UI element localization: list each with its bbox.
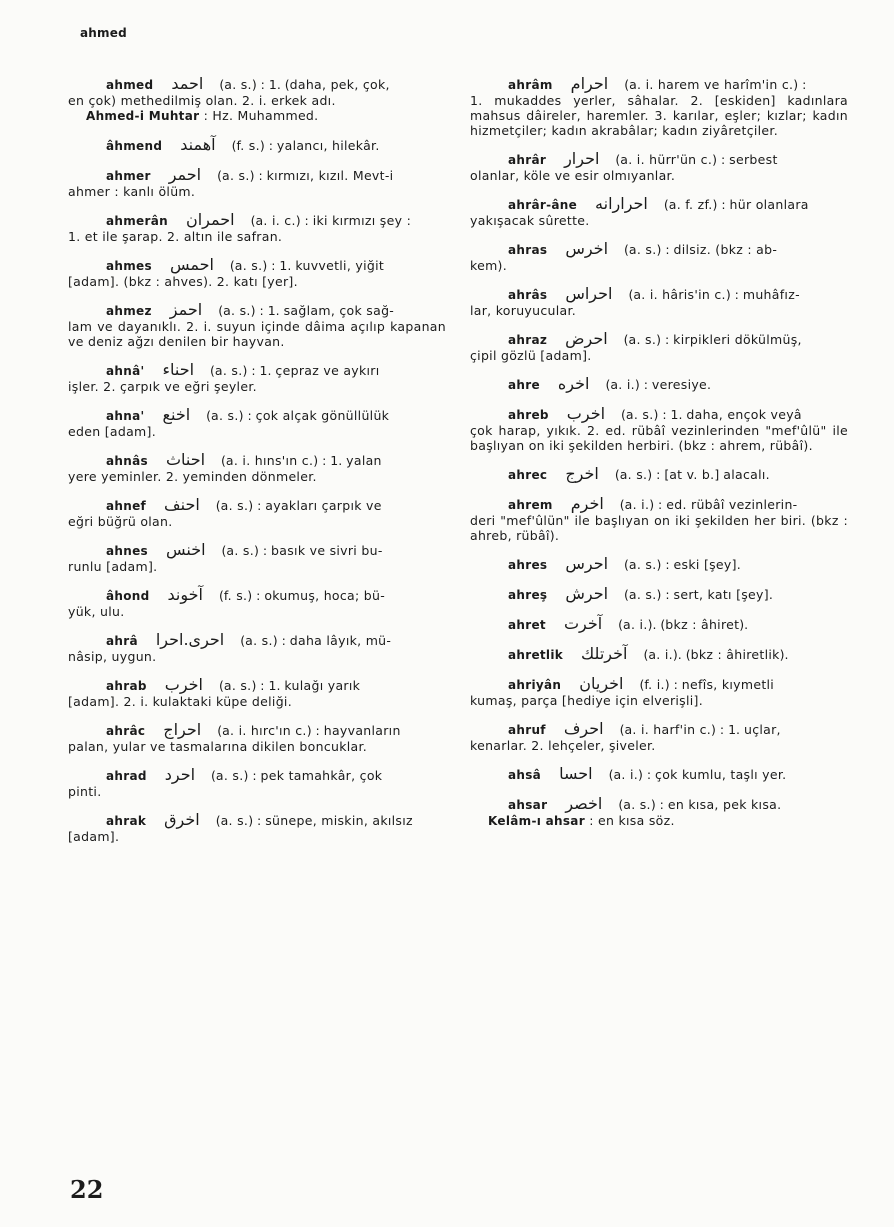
entry-first-line — [470, 376, 848, 393]
entry-definition-continued: en çok) methedilmiş olan. 2. i. erkek adı. — [68, 93, 336, 108]
subentry-headword: Ahmed-i Muhtar — [86, 109, 200, 123]
entry-first-line — [68, 722, 446, 739]
entry-headword: ahnef — [106, 499, 147, 513]
dictionary-entry — [68, 542, 446, 574]
dictionary-entry — [68, 257, 446, 289]
entry-grammar-definition: (a. s.) : 1. çepraz ve aykırı — [210, 363, 380, 378]
dictionary-entry — [470, 586, 848, 603]
entry-arabic-script: آخوند — [167, 585, 203, 604]
entry-headword: ahrak — [106, 814, 147, 828]
dictionary-entry — [470, 286, 848, 318]
entry-arabic-script: آهمند — [180, 135, 216, 154]
entry-arabic-script: احرش — [565, 584, 609, 603]
entry-grammar-definition: (a. i.) : çok kumlu, taşlı yer. — [608, 767, 787, 782]
entry-headword: ahrâc — [106, 724, 146, 738]
entry-first-line — [68, 137, 446, 154]
dictionary-entry — [470, 406, 848, 453]
dictionary-entry — [470, 331, 848, 363]
entry-grammar-definition: (a. s.) : daha lâyık, mü- — [240, 633, 392, 648]
entry-first-line — [68, 587, 446, 604]
entry-arabic-script: اخره — [557, 374, 590, 393]
entry-headword: ahruf — [508, 723, 546, 737]
dictionary-entry — [68, 76, 446, 124]
entry-grammar-definition: (a. i. hıns'ın c.) : 1. yalan — [221, 453, 382, 468]
entry-headword: ahmed — [106, 78, 154, 92]
entry-arabic-script: اخريان — [579, 674, 624, 693]
dictionary-entry — [470, 556, 848, 573]
entry-definition-continued: eden [adam]. — [68, 424, 156, 439]
entry-grammar-definition: (a. s.) : pek tamahkâr, çok — [211, 768, 383, 783]
entry-headword: ahrâ — [106, 634, 138, 648]
entry-first-line — [470, 466, 848, 483]
entry-grammar-definition: (a. s.) : kırmızı, kızıl. Mevt-i — [217, 168, 394, 183]
running-header: ahmed — [80, 26, 127, 40]
entry-grammar-definition: (a. s.) : sert, katı [şey]. — [624, 587, 774, 602]
entry-arabic-script: احسا — [559, 764, 593, 783]
entry-grammar-definition: (f. s.) : yalancı, hilekâr. — [231, 138, 380, 153]
entry-definition-continued: yük, ulu. — [68, 604, 125, 619]
entry-headword: ahre — [508, 378, 540, 392]
entry-grammar-definition: (a. s.) : basık ve sivri bu- — [221, 543, 383, 558]
entry-arabic-script: احراس — [565, 284, 613, 303]
entry-arabic-script: اخرب — [164, 675, 203, 694]
dictionary-entry — [470, 721, 848, 753]
entry-grammar-definition: (a. s.) : sünepe, miskin, akılsız — [215, 813, 413, 828]
entry-subentry — [470, 813, 848, 829]
entry-arabic-script: اخصر — [565, 794, 603, 813]
entry-headword: ahreş — [508, 588, 548, 602]
entry-headword: ahnâs — [106, 454, 148, 468]
dictionary-entry — [470, 646, 848, 663]
entry-arabic-script: احمز — [169, 300, 203, 319]
dictionary-entry — [470, 466, 848, 483]
entry-headword: ahna' — [106, 409, 145, 423]
entry-grammar-definition: (a. i. hırc'ın c.) : hayvanların — [217, 723, 401, 738]
entry-definition-continued: kumaş, parça [hediye için elverişli]. — [470, 693, 703, 708]
entry-headword: ahnâ' — [106, 364, 145, 378]
entry-headword: ahriyân — [508, 678, 562, 692]
entry-grammar-definition: (a. f. zf.) : hür olanlara — [663, 197, 809, 212]
entry-first-line — [68, 257, 446, 274]
entry-arabic-script: احراج — [163, 720, 202, 739]
entry-first-line — [68, 76, 446, 93]
entry-definition-continued: 1. et ile şarap. 2. altın ile safran. — [68, 229, 283, 244]
entry-first-line — [470, 496, 848, 513]
dictionary-entry — [470, 766, 848, 783]
entry-grammar-definition: (a. s.) : [at v. b.] alacalı. — [614, 467, 770, 482]
entry-grammar-definition: (a. s.) : çok alçak gönüllülük — [206, 408, 390, 423]
entry-grammar-definition: (a. i. hâris'in c.) : muhâfız- — [628, 287, 800, 302]
entry-first-line — [68, 767, 446, 784]
entry-headword: ahras — [508, 243, 548, 257]
entry-first-line — [68, 212, 446, 229]
entry-headword: ahrem — [508, 498, 553, 512]
entry-definition-continued: çipil gözlü [adam]. — [470, 348, 592, 363]
entry-arabic-script: اخرج — [565, 464, 599, 483]
entry-grammar-definition: (a. i. harf'in c.) : 1. uçlar, — [619, 722, 781, 737]
dictionary-entry — [470, 76, 848, 138]
entry-headword: ahrâm — [508, 78, 553, 92]
entry-headword: âhmend — [106, 139, 163, 153]
entry-first-line — [470, 286, 848, 303]
entry-definition-continued: kenarlar. 2. lehçeler, şiveler. — [470, 738, 656, 753]
entry-headword: ahres — [508, 558, 548, 572]
entry-headword: ahmez — [106, 304, 152, 318]
entry-arabic-script: احمران — [185, 210, 235, 229]
entry-headword: ahrâr — [508, 153, 547, 167]
entry-first-line — [470, 76, 848, 93]
entry-headword: ahretlik — [508, 648, 564, 662]
entry-grammar-definition: (a. i.) : veresiye. — [605, 377, 712, 392]
entry-arabic-script: احرس — [565, 554, 609, 573]
entry-grammar-definition: (a. i.). (bkz : âhiretlik). — [643, 647, 789, 662]
entry-grammar-definition: (a. i.). (bkz : âhiret). — [618, 617, 749, 632]
entry-first-line — [470, 556, 848, 573]
entry-headword: ahret — [508, 618, 546, 632]
entry-arabic-script: احمر — [168, 165, 202, 184]
entry-definition-continued: işler. 2. çarpık ve eğri şeyler. — [68, 379, 257, 394]
entry-grammar-definition: (a. s.) : eski [şey]. — [624, 557, 742, 572]
entry-first-line — [68, 452, 446, 469]
entry-definition-continued: lam ve dayanıklı. 2. i. suyun içinde dâima açılıp kapanan ve deniz ağzı denilen bir hayvan. — [68, 319, 446, 349]
entry-definition-continued: kem). — [470, 258, 508, 273]
entry-definition-continued: nâsip, uygun. — [68, 649, 157, 664]
subentry-definition: : Hz. Muhammed. — [203, 108, 319, 123]
entry-first-line — [470, 646, 848, 663]
entry-first-line — [470, 151, 848, 168]
entry-first-line — [68, 632, 446, 649]
entry-arabic-script: احمد — [171, 74, 204, 93]
entry-first-line — [470, 196, 848, 213]
entry-grammar-definition: (a. s.) : en kısa, pek kısa. — [618, 797, 782, 812]
entry-arabic-script: احرى.احرا — [155, 630, 225, 649]
entry-first-line — [68, 812, 446, 829]
dictionary-entry — [68, 497, 446, 529]
entry-definition-continued: eğri büğrü olan. — [68, 514, 173, 529]
entry-grammar-definition: (a. i. c.) : iki kırmızı şey : — [250, 213, 412, 228]
entry-headword: ahraz — [508, 333, 548, 347]
entry-grammar-definition: (f. s.) : okumuş, hoca; bü- — [218, 588, 386, 603]
subentry-headword: Kelâm-ı ahsar — [488, 814, 585, 828]
entry-headword: ahsâ — [508, 768, 542, 782]
entry-arabic-script: احرد — [164, 765, 196, 784]
entry-definition-continued: 1. mukaddes yerler, sâhalar. 2. [eskiden] kadınlara mahsus dâireler, haremler. 3. karılar, eşler; kızlar; kadın hizmetçiler; kadın akrabâlar; kadın ziyâretçiler. — [470, 93, 848, 138]
entry-definition-continued: [adam]. 2. i. kulaktaki küpe deliği. — [68, 694, 292, 709]
entry-arabic-script: آخرتلك — [581, 644, 628, 663]
entry-headword: ahmer — [106, 169, 151, 183]
entry-first-line — [470, 676, 848, 693]
dictionary-entry — [470, 151, 848, 183]
entry-headword: âhond — [106, 589, 150, 603]
entry-headword: ahsar — [508, 798, 548, 812]
entry-arabic-script: اخرق — [164, 810, 200, 829]
entry-grammar-definition: (a. s.) : 1. kuvvetli, yiğit — [229, 258, 385, 273]
entry-grammar-definition: (a. s.) : kirpikleri dökülmüş, — [623, 332, 802, 347]
entry-first-line — [68, 302, 446, 319]
entry-definition-continued: runlu [adam]. — [68, 559, 158, 574]
entry-grammar-definition: (a. i. hürr'ün c.) : serbest — [615, 152, 778, 167]
entry-headword: ahmerân — [106, 214, 168, 228]
entry-arabic-script: احمس — [169, 255, 214, 274]
entry-headword: ahrad — [106, 769, 147, 783]
entry-definition-continued: palan, yular ve tasmalarına dikilen boncuklar. — [68, 739, 368, 754]
right-column — [470, 76, 848, 842]
entry-first-line — [470, 241, 848, 258]
entry-first-line — [470, 331, 848, 348]
entry-grammar-definition: (a. s.) : dilsiz. (bkz : ab- — [624, 242, 778, 257]
dictionary-entry — [470, 241, 848, 273]
entry-first-line — [470, 586, 848, 603]
entry-headword: ahreb — [508, 408, 549, 422]
entry-headword: ahrab — [106, 679, 147, 693]
entry-arabic-script: اخنع — [162, 405, 191, 424]
entry-first-line — [470, 766, 848, 783]
entry-first-line — [68, 407, 446, 424]
entry-definition-continued: pinti. — [68, 784, 102, 799]
entry-first-line — [470, 796, 848, 813]
dictionary-entry — [68, 167, 446, 199]
entry-definition-continued: [adam]. — [68, 829, 120, 844]
entry-definition-continued: deri "mef'ûlün" ile başlıyan on iki şekilden her biri. (bkz : ahreb, rübâî). — [470, 513, 848, 543]
dictionary-entry — [68, 722, 446, 754]
entry-first-line — [470, 616, 848, 633]
entry-arabic-script: اخنس — [165, 540, 206, 559]
dictionary-entry — [68, 302, 446, 349]
entry-definition-continued: yere yeminler. 2. yeminden dönmeler. — [68, 469, 317, 484]
entry-grammar-definition: (a. i.) : ed. rübâî vezinlerin- — [619, 497, 798, 512]
entry-grammar-definition: (a. s.) : ayakları çarpık ve — [215, 498, 382, 513]
dictionary-entry — [68, 587, 446, 619]
entry-arabic-script: احرض — [565, 329, 608, 348]
entry-headword: ahrâr-âne — [508, 198, 578, 212]
entry-definition-continued: yakışacak sûrette. — [470, 213, 590, 228]
dictionary-entry — [68, 632, 446, 664]
entry-definition-continued: ahmer : kanlı ölüm. — [68, 184, 196, 199]
subentry-definition: : en kısa söz. — [589, 813, 675, 828]
entry-first-line — [68, 497, 446, 514]
dictionary-entry — [470, 616, 848, 633]
entry-grammar-definition: (a. s.) : 1. daha, ençok veyâ — [621, 407, 802, 422]
dictionary-entry — [68, 677, 446, 709]
entry-headword: ahnes — [106, 544, 148, 558]
entry-definition-continued: olanlar, köle ve esir olmıyanlar. — [470, 168, 676, 183]
entry-arabic-script: اخرب — [566, 404, 606, 423]
entry-first-line — [68, 542, 446, 559]
entry-headword: ahrec — [508, 468, 548, 482]
dictionary-entry — [470, 796, 848, 829]
dictionary-entry — [68, 137, 446, 154]
entry-definition-continued: [adam]. (bkz : ahves). 2. katı [yer]. — [68, 274, 298, 289]
entry-grammar-definition: (f. i.) : nefîs, kıymetli — [639, 677, 775, 692]
entry-arabic-script: احناث — [165, 450, 206, 469]
entry-grammar-definition: (a. s.) : 1. sağlam, çok sağ- — [218, 303, 395, 318]
page-number: 22 — [70, 1175, 104, 1204]
dictionary-entry — [470, 196, 848, 228]
dictionary-entry — [68, 452, 446, 484]
entry-arabic-script: آخرت — [563, 614, 603, 633]
entry-arabic-script: احرف — [563, 719, 604, 738]
entry-arabic-script: احنف — [164, 495, 200, 514]
entry-arabic-script: احرام — [570, 74, 609, 93]
dictionary-entry — [68, 767, 446, 799]
dictionary-entry — [68, 812, 446, 844]
entry-first-line — [68, 677, 446, 694]
entry-headword: ahrâs — [508, 288, 548, 302]
entry-arabic-script: اخرم — [570, 494, 604, 513]
dictionary-entry — [470, 676, 848, 708]
left-column — [68, 76, 446, 857]
entry-headword: ahmes — [106, 259, 152, 273]
entry-grammar-definition: (a. s.) : 1. kulağı yarık — [218, 678, 361, 693]
entry-definition-continued: lar, koruyucular. — [470, 303, 577, 318]
dictionary-entry — [68, 407, 446, 439]
entry-first-line — [68, 167, 446, 184]
dictionary-entry — [470, 376, 848, 393]
entry-subentry — [68, 108, 446, 124]
entry-arabic-script: احناء — [162, 360, 195, 379]
entry-grammar-definition: (a. s.) : 1. (daha, pek, çok, — [219, 77, 390, 92]
entry-first-line — [470, 406, 848, 423]
entry-first-line — [68, 362, 446, 379]
entry-first-line — [470, 721, 848, 738]
dictionary-entry — [470, 496, 848, 543]
entry-arabic-script: اخرس — [565, 239, 609, 258]
entry-arabic-script: احرارانه — [595, 194, 648, 213]
entry-arabic-script: احرار — [564, 149, 600, 168]
entry-definition-continued: çok harap, yıkık. 2. ed. rübâî vezinlerinden "mef'ûlü" ile başlıyan on iki şekilden herbiri. (bkz : ahrem, rübâî). — [470, 423, 848, 453]
dictionary-entry — [68, 362, 446, 394]
entry-grammar-definition: (a. i. harem ve harîm'in c.) : — [624, 77, 807, 92]
dictionary-entry — [68, 212, 446, 244]
